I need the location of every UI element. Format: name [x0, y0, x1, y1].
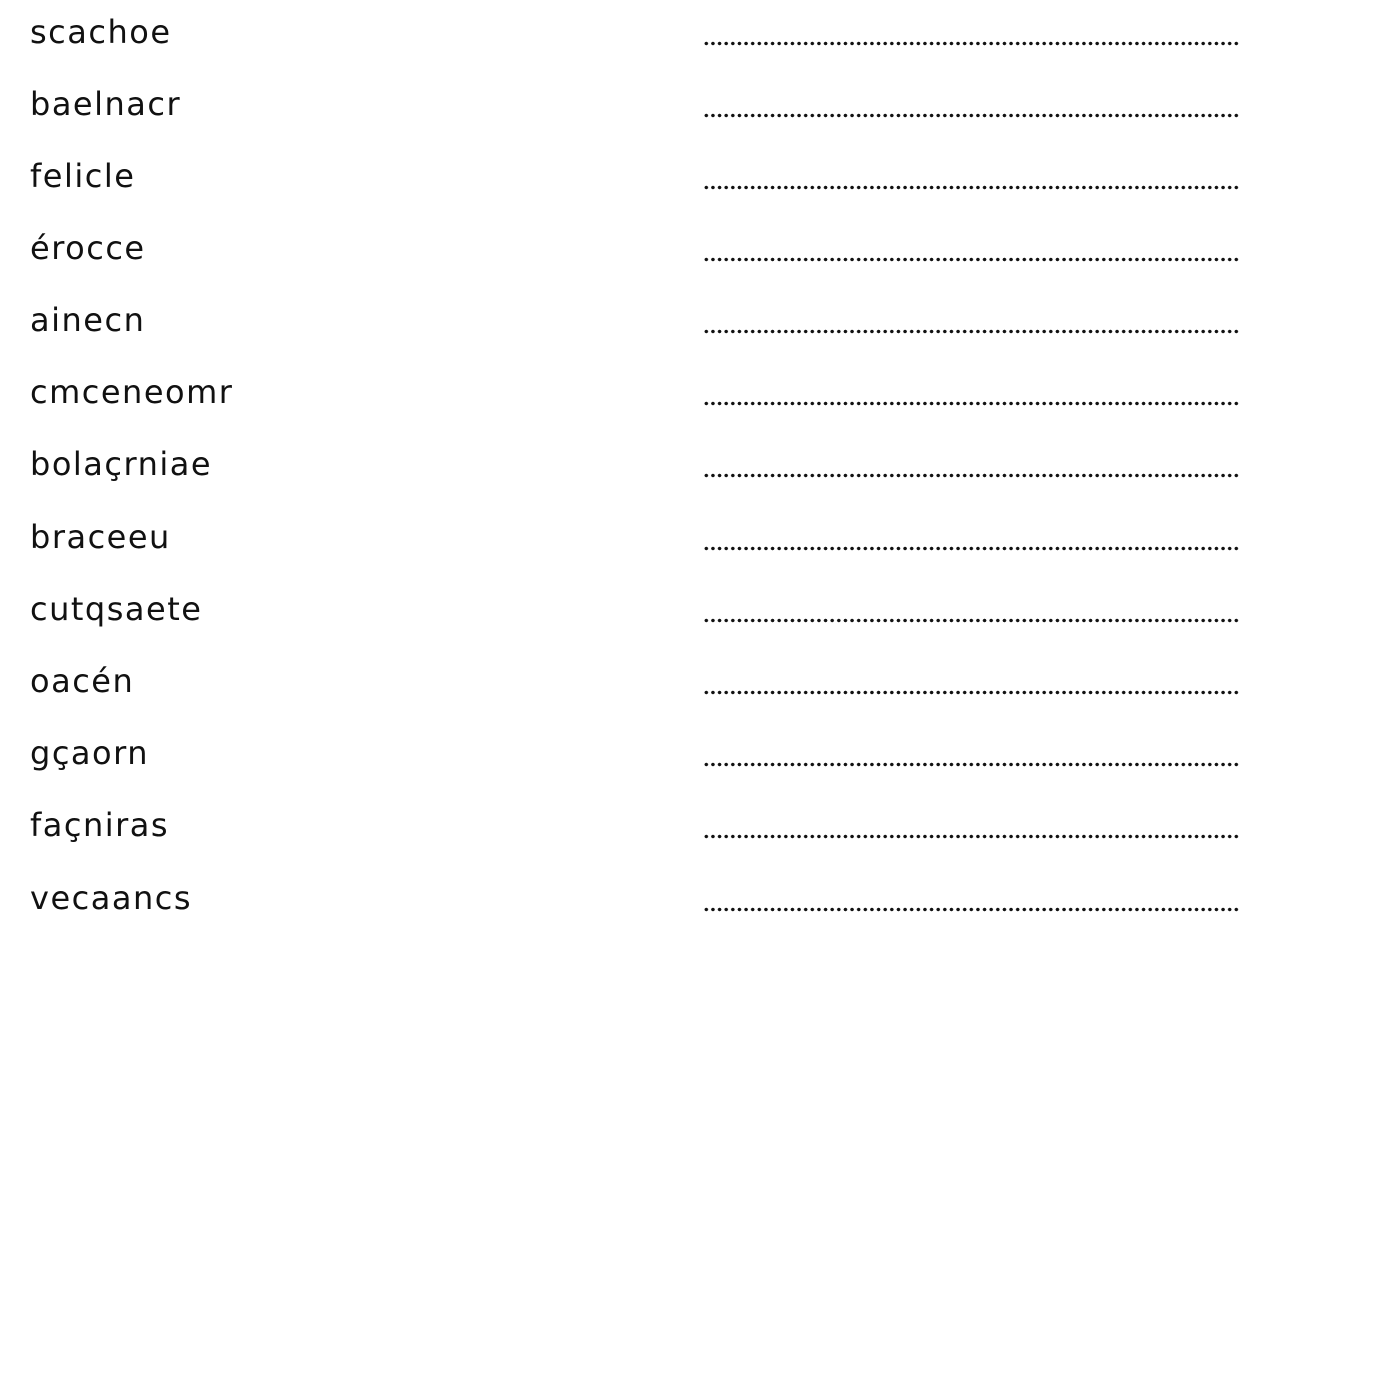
answer-blank [703, 329, 1239, 334]
scrambled-word: cutqsaete [30, 590, 203, 628]
scrambled-word: érocce [30, 229, 146, 267]
scrambled-word: cmceneomr [30, 373, 234, 411]
word-row [0, 589, 1400, 649]
scrambled-word: vecaancs [30, 879, 192, 917]
answer-blank [703, 41, 1239, 46]
word-row [0, 805, 1400, 865]
word-row [0, 84, 1400, 144]
scrambled-word: façniras [30, 806, 170, 844]
scrambled-word: braceeu [30, 518, 171, 556]
answer-blank [703, 401, 1239, 406]
word-row [0, 661, 1400, 721]
scrambled-word: baelnacr [30, 85, 182, 123]
answer-blank [703, 834, 1239, 839]
answer-blank [703, 257, 1239, 262]
answer-blank [703, 907, 1239, 912]
word-row [0, 228, 1400, 288]
word-row [0, 156, 1400, 216]
scrambled-word: gçaorn [30, 734, 149, 772]
answer-blank [703, 113, 1239, 118]
answer-blank [703, 546, 1239, 551]
scrambled-word: ainecn [30, 301, 146, 339]
answer-blank [703, 690, 1239, 695]
scrambled-word: scachoe [30, 13, 172, 51]
answer-blank [703, 185, 1239, 190]
answer-blank [703, 473, 1239, 478]
word-row [0, 372, 1400, 432]
answer-blank [703, 762, 1239, 767]
word-row [0, 878, 1400, 938]
word-row [0, 517, 1400, 577]
scrambled-word: felicle [30, 157, 136, 195]
word-row [0, 12, 1400, 72]
scrambled-word: bolaçrniae [30, 445, 213, 483]
scrambled-word: oacén [30, 662, 135, 700]
word-row [0, 300, 1400, 360]
answer-blank [703, 618, 1239, 623]
word-row [0, 444, 1400, 504]
word-row [0, 733, 1400, 793]
